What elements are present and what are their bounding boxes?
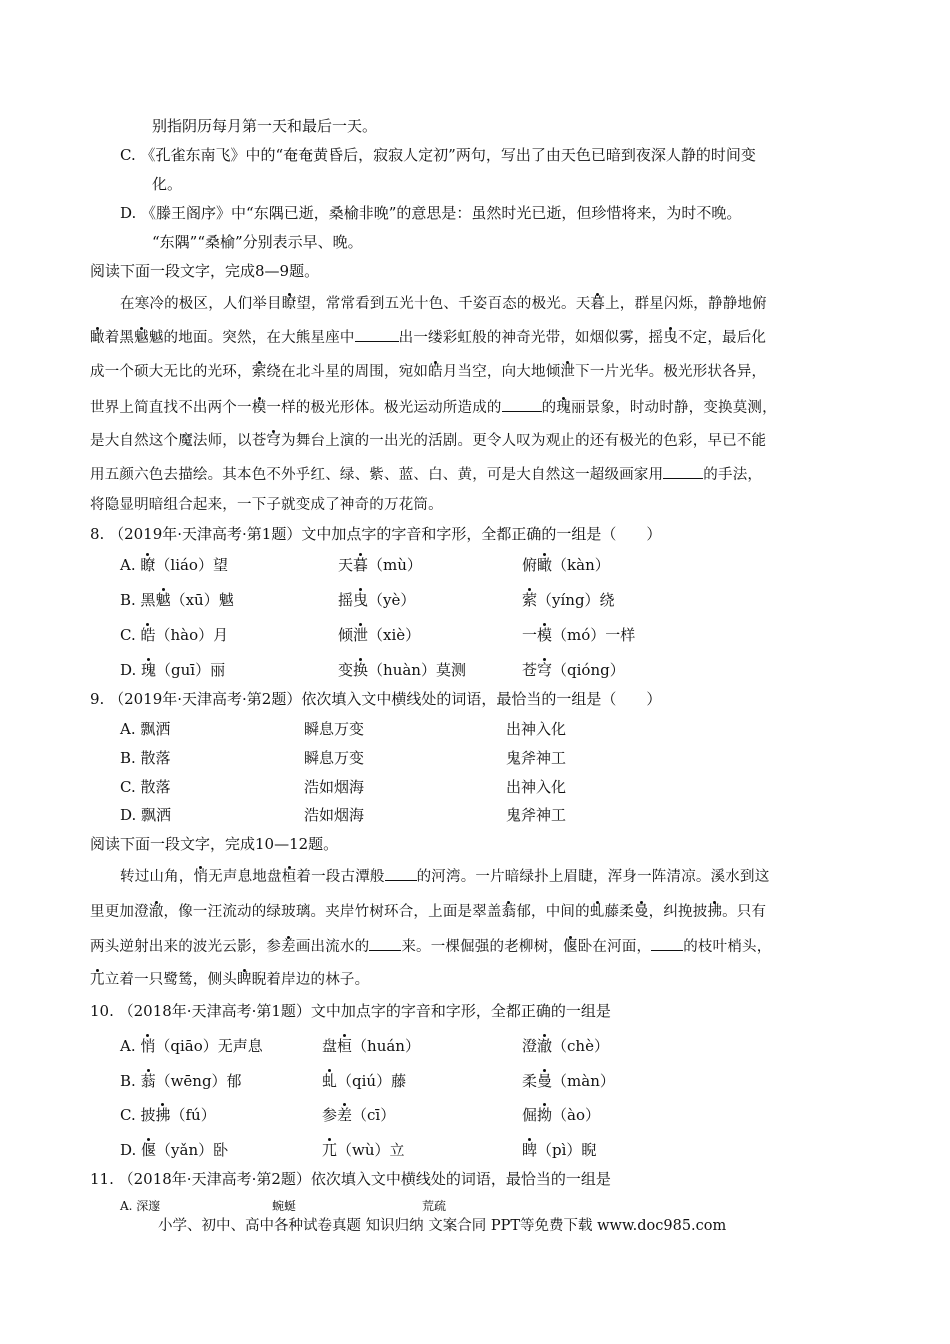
q9-option-a: A. 飘洒 bbox=[120, 720, 171, 738]
passage1-line6: 用五颜六色去描绘。其本色不外乎红、绿、紫、蓝、白、黄，可是大自然这一超级画家用 的手法， bbox=[90, 464, 762, 485]
passage1-line3: 成一个硕大无比的光环，萦绕在北斗星的周围，宛如皓月当空，向大地倾泄下一片光华。极光形状各异， bbox=[90, 364, 767, 380]
q10-option-c-col2: 参差（cī） bbox=[322, 1106, 396, 1124]
q11-option-a-col3: 荒疏 bbox=[422, 1199, 447, 1213]
option-c-line2: 化。 bbox=[152, 175, 183, 193]
reading-intro-8-9: 阅读下面一段文字，完成8—9题。 bbox=[90, 262, 320, 280]
q9-option-c-col3: 出神入化 bbox=[506, 778, 567, 796]
q10-option-a-col3: 澄澈（chè） bbox=[522, 1037, 609, 1055]
blank-2 bbox=[502, 397, 542, 412]
q8-option-a: A. 瞭（liáo）望 bbox=[120, 556, 228, 574]
blank-4 bbox=[385, 866, 417, 881]
option-c-line1: C. 《孔雀东南飞》中的“奄奄黄昏后，寂寂人定初”两句，写出了由天色已暗到夜深人静的时间变 bbox=[120, 146, 756, 164]
option-d-line2: “东隅”“桑榆”分别表示早、晚。 bbox=[152, 233, 363, 251]
q9-option-c-col2: 浩如烟海 bbox=[304, 778, 365, 796]
passage1-line7: 将隐显明暗组合起来，一下子就变成了神奇的万花筒。 bbox=[90, 497, 443, 513]
q8-option-d-col2: 变换（huàn）莫测 bbox=[338, 661, 466, 679]
passage1-line4: 世界上简直找不出两个一模一样的极光形体。极光运动所造成的 的瑰丽景象，时动时静，变换莫测， bbox=[90, 397, 777, 418]
q8-option-c-col2: 倾泄（xiè） bbox=[338, 626, 421, 644]
q9-option-a-col2: 瞬息万变 bbox=[304, 720, 365, 738]
passage2-line4: 兀立着一只鹭鸶，侧头睥睨着岸边的林子。 bbox=[90, 972, 370, 988]
q10-option-b-col3: 柔曼（màn） bbox=[522, 1072, 615, 1090]
blank-1 bbox=[355, 327, 399, 342]
option-b-continuation: 别指阴历每月第一天和最后一天。 bbox=[152, 117, 378, 135]
q8-option-b-col3: 萦（yíng）绕 bbox=[522, 591, 615, 609]
q10-option-a-col2: 盘桓（huán） bbox=[322, 1037, 420, 1055]
passage1-line2: 瞰着黑魆魆的地面。突然，在大熊星座中 出一缕彩虹般的神奇光带，如烟似雾，摇曳不定，最后化 bbox=[90, 327, 766, 348]
question-10-stem: 10. （2018年·天津高考·第1题）文中加点字的字音和字形，全都正确的一组是 bbox=[90, 1002, 611, 1020]
blank-5 bbox=[369, 936, 401, 951]
q8-option-d-col3: 苍穹（qióng） bbox=[522, 661, 625, 679]
passage2-line2: 里更加澄澈，像一汪流动的绿玻璃。夹岸竹树环合，上面是翠盖蓊郁，中间的虬藤柔曼，纠挽披拂。只有 bbox=[90, 904, 767, 920]
q10-option-a: A. 悄（qiāo）无声息 bbox=[120, 1037, 263, 1055]
q10-option-d-col2: 兀（wù）立 bbox=[322, 1141, 405, 1159]
reading-intro-10-12: 阅读下面一段文字，完成10—12题。 bbox=[90, 835, 339, 853]
q9-option-b-col2: 瞬息万变 bbox=[304, 749, 365, 767]
blank-3 bbox=[663, 464, 703, 479]
q10-option-b-col2: 虬（qiú）藤 bbox=[322, 1072, 407, 1090]
blank-6 bbox=[651, 936, 683, 951]
option-d-line1: D. 《滕王阁序》中“东隅已逝，桑榆非晚”的意思是：虽然时光已逝，但珍惜将来，为时不晚。 bbox=[120, 204, 742, 222]
question-8-stem: 8. （2019年·天津高考·第1题）文中加点字的字音和字形，全都正确的一组是（ ） bbox=[90, 525, 662, 543]
passage2-line3: 两头逆射出来的波光云影，参差画出流水的 来。一棵倔强的老柳树，偃卧在河面， 的枝叶梢头， bbox=[90, 936, 771, 957]
q10-option-d-col3: 睥（pì）睨 bbox=[522, 1141, 597, 1159]
q9-option-c: C. 散落 bbox=[120, 778, 171, 796]
q8-option-b-col2: 摇曳（yè） bbox=[338, 591, 416, 609]
q9-option-b-col3: 鬼斧神工 bbox=[506, 749, 567, 767]
q9-option-b: B. 散落 bbox=[120, 749, 171, 767]
q9-option-a-col3: 出神入化 bbox=[506, 720, 567, 738]
passage1-line1: 在寒冷的极区，人们举目瞭望，常常看到五光十色、千姿百态的极光。天暮上，群星闪烁，静静地俯 bbox=[120, 296, 767, 312]
passage1-line5: 是大自然这个魔法师，以苍穹为舞台上演的一出光的活剧。更令人叹为观止的还有极光的色彩，早已不能 bbox=[90, 433, 767, 449]
q10-option-c: C. 披拂（fú） bbox=[120, 1106, 216, 1124]
q8-option-a-col3: 俯瞰（kàn） bbox=[522, 556, 610, 574]
q11-option-a: A. 深邃 bbox=[120, 1199, 161, 1213]
q9-option-d: D. 飘洒 bbox=[120, 806, 172, 824]
question-11-stem: 11. （2018年·天津高考·第2题）依次填入文中横线处的词语，最恰当的一组是 bbox=[90, 1170, 611, 1188]
q8-option-a-col2: 天暮（mù） bbox=[338, 556, 422, 574]
question-9-stem: 9. （2019年·天津高考·第2题）依次填入文中横线处的词语，最恰当的一组是（ ） bbox=[90, 690, 662, 708]
q8-option-b: B. 黑魆（xū）魆 bbox=[120, 591, 234, 609]
passage2-line1: 转过山角，悄无声息地盘桓着一段古潭般 的河湾。一片暗绿扑上眉睫，浑身一阵清凉。溪水到这 bbox=[120, 866, 769, 887]
q10-option-d: D. 偃（yǎn）卧 bbox=[120, 1141, 229, 1159]
q8-option-c: C. 皓（hào）月 bbox=[120, 626, 229, 644]
q9-option-d-col2: 浩如烟海 bbox=[304, 806, 365, 824]
q10-option-c-col3: 倔拗（ào） bbox=[522, 1106, 601, 1124]
q8-option-d: D. 瑰（guī）丽 bbox=[120, 661, 226, 679]
q9-option-d-col3: 鬼斧神工 bbox=[506, 806, 567, 824]
q11-option-a-col2: 蜿蜒 bbox=[272, 1199, 297, 1213]
q8-option-c-col3: 一模（mó）一样 bbox=[522, 626, 636, 644]
page-footer: 小学、初中、高中各种试卷真题 知识归纳 文案合同 PPT等免费下载 www.doc985.com bbox=[158, 1218, 727, 1234]
q10-option-b: B. 蓊（wēng）郁 bbox=[120, 1072, 242, 1090]
